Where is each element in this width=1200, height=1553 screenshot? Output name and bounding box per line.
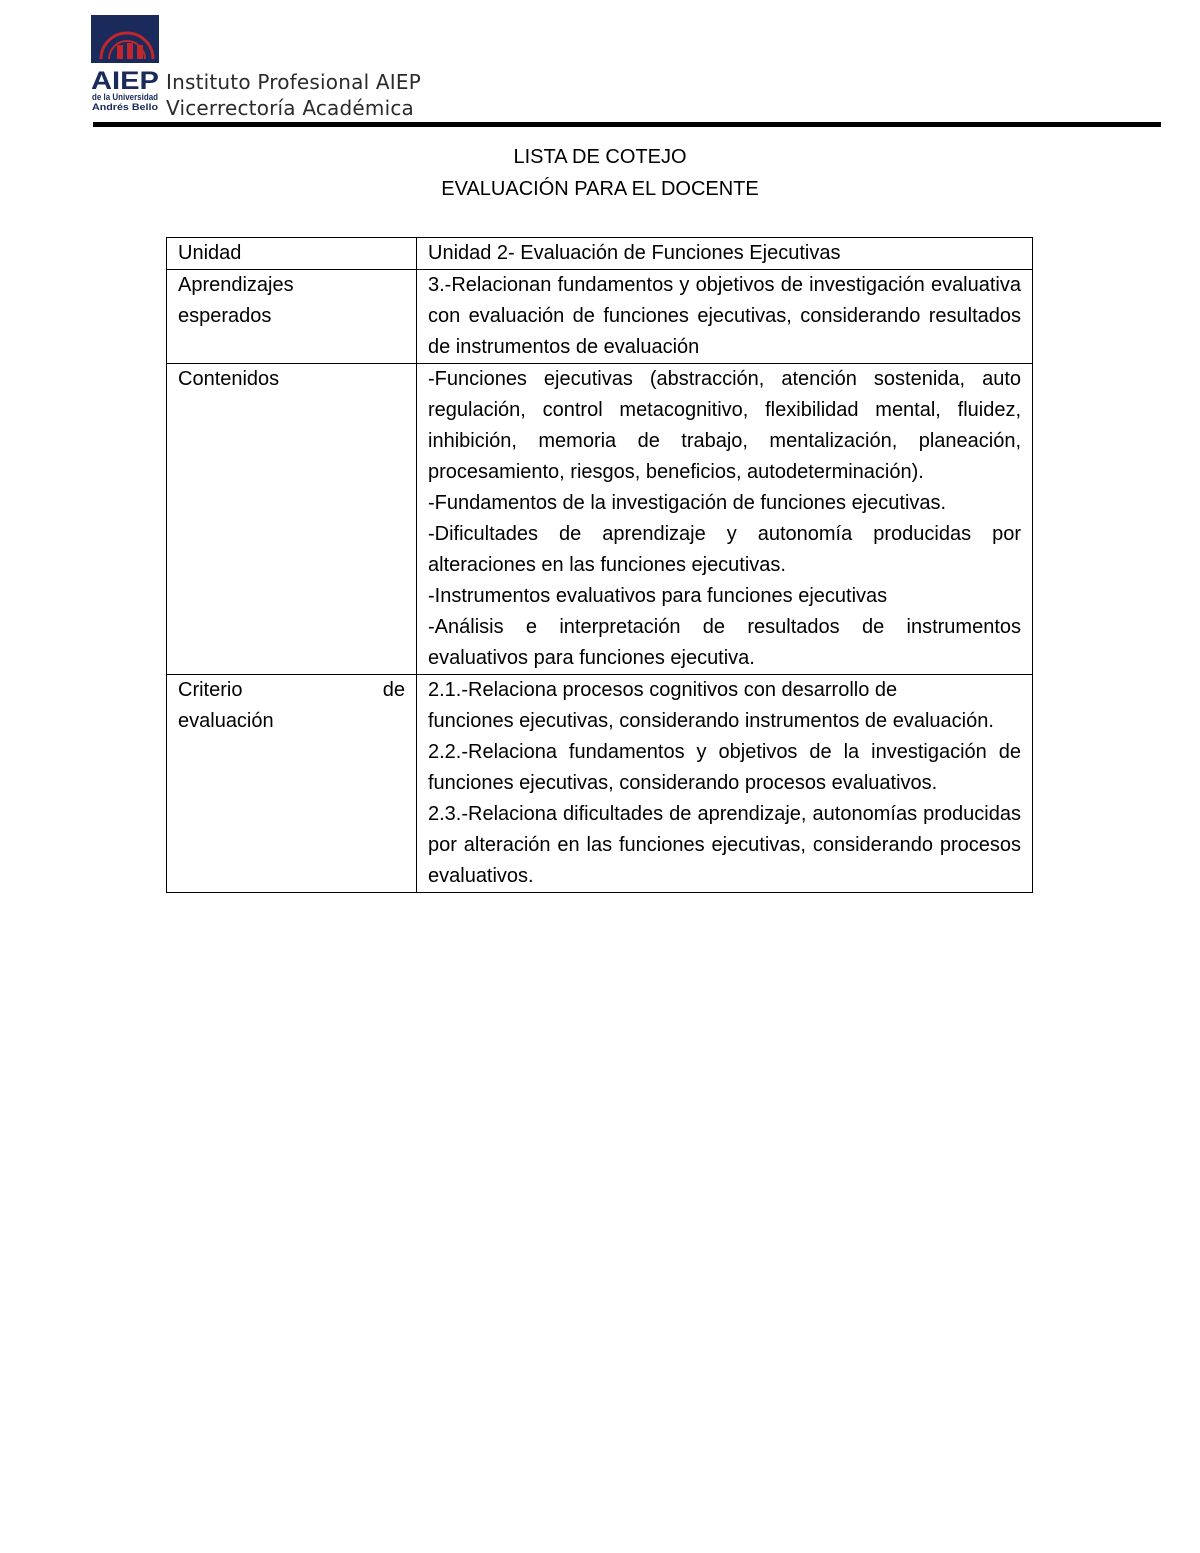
unidad-value: Unidad 2- Evaluación de Funciones Ejecutivas	[417, 238, 1033, 270]
page-header	[91, 15, 1161, 125]
criterio-label-word: de	[382, 679, 405, 701]
contenidos-item: -Instrumentos evaluativos para funciones ejecutivas	[428, 585, 888, 607]
aprendizajes-value: 3.-Relacionan fundamentos y objetivos de investigación evaluativa con evaluación de funciones ejecutivas, considerando resultados de instrumentos de evaluación	[417, 270, 1033, 364]
logo-line1-text: de la Universidad	[92, 92, 158, 102]
document-subtitle: EVALUACIÓN PARA EL DOCENTE	[441, 178, 759, 200]
contenidos-label: Contenidos	[167, 364, 417, 675]
document-title: LISTA DE COTEJO	[513, 146, 687, 168]
criterio-item-1: 2.1.-Relaciona procesos cognitivos con desarrollo de	[428, 679, 898, 701]
table-row-contenidos	[167, 364, 1033, 675]
criterio-label-word: Criterio	[178, 679, 243, 701]
criterio-label	[167, 675, 417, 893]
aprendizajes-label-text: Aprendizajes esperados	[178, 274, 294, 327]
logo-brand-text: AIEP	[91, 67, 159, 95]
table-row-unidad	[167, 238, 1033, 270]
department-name: Vicerrectoría Académica	[166, 96, 414, 120]
table-row-criterio	[167, 675, 1033, 893]
contenidos-item: -Fundamentos de la investigación de funciones ejecutivas.	[428, 492, 947, 514]
criterio-label-line2: evaluación	[178, 710, 274, 732]
contenidos-item: -Análisis e interpretación de resultados de instrumentos evaluativos para funciones ejecutiva.	[428, 616, 1021, 669]
criterio-value	[417, 675, 1033, 893]
contenidos-item: -Funciones ejecutivas (abstracción, atención sostenida, auto regulación, control metacognitivo, flexibilidad mental, fluidez, inhibición, memoria de trabajo, mentalización, planeación, procesamiento, riesgos, beneficios, autodeterminación).	[428, 368, 1021, 483]
checklist-table	[166, 237, 1033, 893]
aprendizajes-label	[167, 270, 417, 364]
unidad-label: Unidad	[167, 238, 417, 270]
contenidos-value	[417, 364, 1033, 675]
criterio-item-3: 2.3.-Relaciona dificultades de aprendizaje, autonomías producidas por alteración en las funciones ejecutivas, considerando procesos evaluativos.	[428, 803, 1021, 887]
criterio-item-1-cont: funciones ejecutivas, considerando instrumentos de evaluación.	[428, 710, 994, 732]
logo-line2-text: Andrés Bello	[92, 102, 159, 113]
contenidos-item: -Dificultades de aprendizaje y autonomía producidas por alteraciones en las funciones ejecutivas.	[428, 523, 1021, 576]
header-divider	[93, 122, 1161, 127]
criterio-label-line1	[178, 675, 405, 706]
institute-name: Instituto Profesional AIEP	[166, 70, 421, 94]
criterio-item-2: 2.2.-Relaciona fundamentos y objetivos de la investigación de funciones ejecutivas, considerando procesos evaluativos.	[428, 741, 1021, 794]
institute-block	[166, 69, 421, 121]
table-row-aprendizajes	[167, 270, 1033, 364]
aiep-logo	[91, 15, 159, 113]
